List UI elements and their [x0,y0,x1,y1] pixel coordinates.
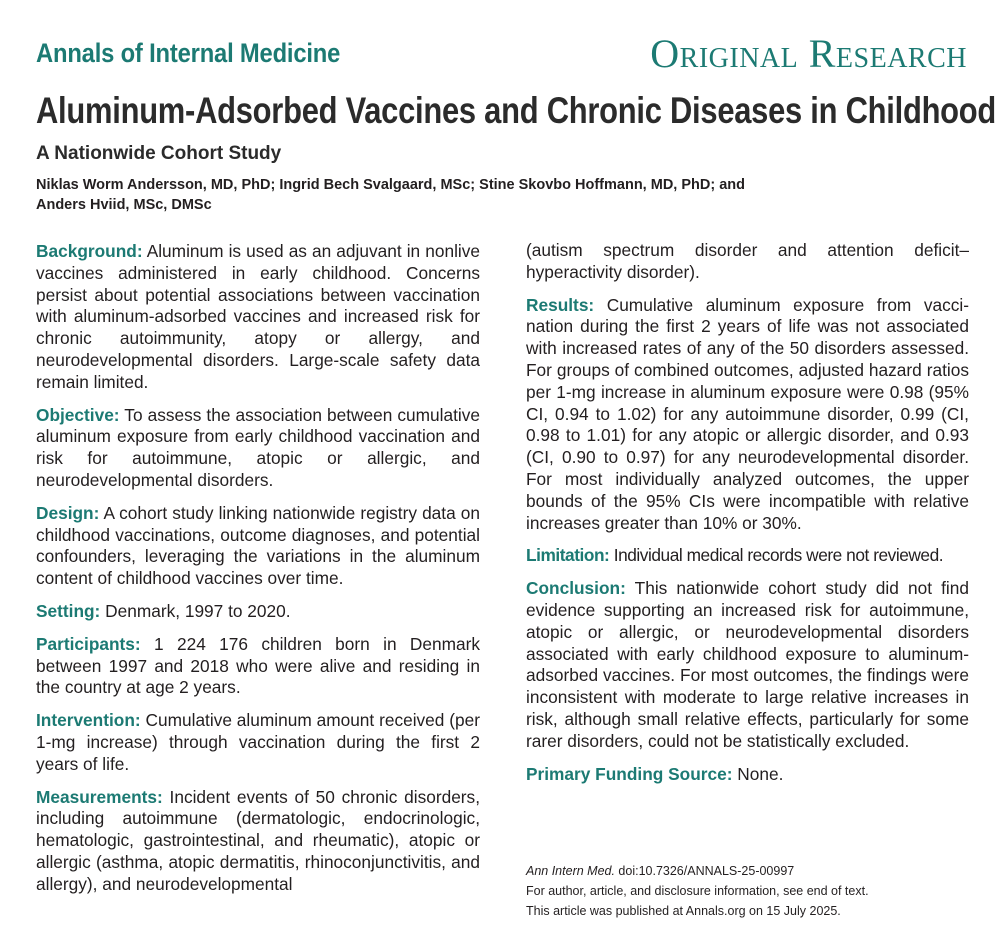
background-paragraph [36,241,480,394]
participants-text: 1 224 176 children born in Denmark between 1997 and 2018 who were alive and residing in the country at age 2 years. [36,633,480,698]
doi-link[interactable]: doi:10.7326/ANNALS-25-00997 [614,864,795,878]
journal-name: Annals of Internal Medicine [36,38,341,68]
conclusion-text: This nationwide cohort study did not find evidence supporting an increased risk for autoimmune, atopic or allergic, or neurodevelopmental disorders associated with early childhood exposure to aluminum-adsorbed vaccines. For most outcomes, the findings were inconsistent with moderate to large relative increases in risk, although small relative effects, particularly for some rarer disorders, could not be statistically excluded. [526,578,969,751]
conclusion-label: Conclusion: [526,578,626,599]
journal-abbrev: Ann Intern Med. [526,864,615,878]
author-info-note: For author, article, and disclosure information, see end of text. [526,884,869,898]
setting-text: Denmark, 1997 to 2020. [100,600,291,621]
results-paragraph [526,295,969,535]
design-paragraph [36,503,480,590]
authors-line-2: Anders Hviid, MSc, DMSc [36,197,212,213]
objective-label: Objective: [36,404,120,425]
intervention-text: Cumulative aluminum amount received (per 1-mg increase) through vaccination during the first 2 years of life. [36,710,480,774]
funding-label: Primary Funding Source: [526,763,733,784]
objective-text: To assess the association between cumulative aluminum exposure from early childhood vaccination and risk for autoimmune, atopic or allergic, and neurodevelopmental disorders. [36,404,480,490]
citation-line [526,861,869,881]
measurements-label: Measurements: [36,786,163,807]
results-text: Cumulative aluminum exposure from vaccination during the first 2 years of life was not associated with increased rates of any of the 50 disorders assessed. For groups of combined outcomes, adjusted hazard ratios per 1-mg increase in aluminum exposure were 0.98 (95% CI, 0.94 to 1.02) for any autoimmune disorder, 0.99 (CI, 0.98 to 1.01) for any atopic or allergic disorder, and 0.93 (CI, 0.90 to 0.97) for any neurodevelopmental disorder. For most individually analyzed outcomes, the upper bounds of the 95% CIs were incompatible with relative increases greater than 10% or 30%. [526,294,969,533]
measurements-continued: (autism spectrum disorder and attention deficit–hyperactivity disorder). [526,240,969,282]
measurements-paragraph [36,787,480,896]
citation-footer [526,861,869,921]
article-subtitle: A Nationwide Cohort Study [36,143,282,164]
results-label: Results: [526,294,595,315]
funding-text: None. [732,763,784,784]
design-text: A cohort study linking nationwide registry data on childhood vaccinations, outcome diagnoses, and potential confounders, leveraging the variations in the aluminum content of childhood vaccines over time. [36,502,480,589]
intervention-label: Intervention: [36,710,141,731]
objective-paragraph [36,405,480,492]
author-list [36,175,976,215]
intervention-paragraph [36,710,480,775]
section-label: Original Research [650,31,967,76]
article-title: Aluminum-Adsorbed Vaccines and Chronic Diseases in Childhood [36,90,997,131]
participants-label: Participants: [36,633,141,654]
publication-note: This article was published at Annals.org on 15 July 2025. [526,904,841,918]
background-label: Background: [36,241,143,261]
authors-line-1: Niklas Worm Andersson, MD, PhD; Ingrid Bech Svalgaard, MSc; Stine Skovbo Hoffmann, MD, PhD; and [36,177,745,193]
design-label: Design: [36,502,100,523]
measurements-text: Incident events of 50 chronic disorders, including autoimmune (dermatologic, endocrinologic, hematologic, gastrointestinal, and rheumatic), atopic or allergic (asthma, atopic dermatitis, rhinoconjunctivitis, and allergy), and neurodevelopmental [36,786,480,894]
setting-paragraph [36,601,480,623]
limitation-paragraph [526,545,969,567]
setting-label: Setting: [36,600,101,621]
abstract-column-left [36,241,480,907]
participants-paragraph [36,634,480,699]
funding-paragraph [526,764,969,786]
conclusion-paragraph [526,578,969,752]
limitation-text: Individual medical records were not reviewed. [609,545,944,566]
limitation-label: Limitation: [526,545,610,566]
background-text: Aluminum is used as an adjuvant in nonlive vaccines administered in early childhood. Concerns persist about potential associations between vaccination with aluminum-adsorbed vaccines and increased risk for chronic autoimmunity, atopy or allergy, and neurodevelopmental disorders. Large-scale safety data remain limited. [36,241,480,392]
abstract-column-right [526,240,969,796]
